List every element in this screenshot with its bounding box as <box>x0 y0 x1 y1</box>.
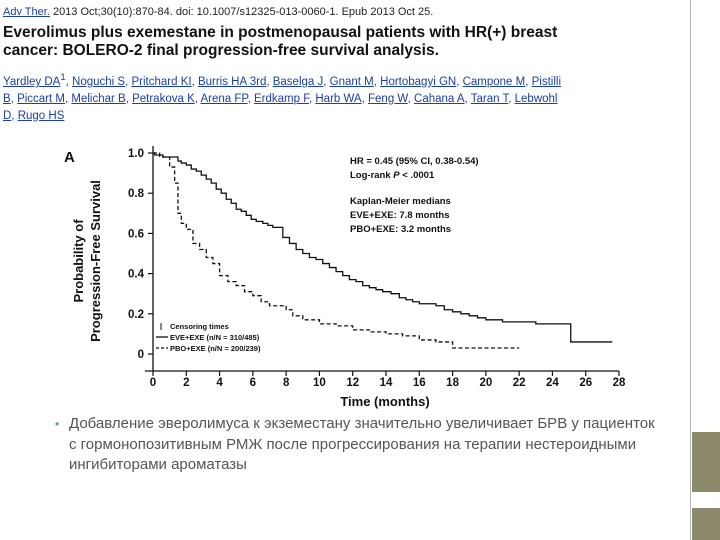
citation-block <box>0 0 568 122</box>
y-axis-label-line1: Probability of <box>71 219 86 303</box>
x-tick-label: 6 <box>249 377 257 389</box>
journal-link[interactable]: Adv Ther. <box>3 6 50 18</box>
author-link[interactable]: Campone M <box>462 75 526 88</box>
slide-accent-strip <box>692 508 720 540</box>
x-tick-label: 20 <box>479 377 493 389</box>
slide-accent-block <box>692 432 720 492</box>
y-tick-label: 0.4 <box>128 268 144 281</box>
y-tick-label: 0.2 <box>128 308 144 321</box>
bullet-point <box>55 414 655 476</box>
bullet-text: Добавление эверолимуса к экземестану значительно увеличивает БРВ у пациенток с гормонопозитивным РМЖ после прогрессирования на терапии нестероидными ингибиторами ароматазы <box>69 415 655 473</box>
author-link[interactable]: Petrakova K <box>132 92 195 105</box>
x-tick-label: 16 <box>412 377 426 389</box>
x-tick-label: 0 <box>149 377 157 389</box>
author-link[interactable]: Gnant M <box>329 75 374 88</box>
author-list: Yardley $DA^1$, Noguchi S, Pritchard KI, Burris HA 3rd, Baselga J, Gnant M, Hortobagyi GN, Campone M, Pistilli B, Piccart M, Melichar B, Petrakova K, Arena FP, Erdkamp F, Harb WA, Feng W, Cahana A, Taran T, Lebwohl D, Rugo HS <box>3 72 562 122</box>
x-tick-label: 4 <box>216 377 223 389</box>
author-link[interactable]: Lebwohl D <box>3 92 558 122</box>
author-link[interactable]: Piccart M <box>17 92 65 105</box>
author-affiliation-sup: 1 <box>60 72 66 83</box>
article-title: Everolimus plus exemestane in postmenopausal patients with HR(+) breast cancer: BOLERO-2 final progression-free survival analysis. <box>3 24 558 59</box>
x-tick-label: 8 <box>282 377 290 389</box>
journal-line <box>3 6 433 18</box>
x-tick-label: 26 <box>579 377 593 389</box>
author-link[interactable]: Harb WA <box>315 92 362 105</box>
km-medians-title: Kaplan-Meier medians <box>350 196 451 207</box>
author-link[interactable]: Feng W <box>368 92 408 105</box>
hazard-ratio-text: HR = 0.45 (95% CI, 0.38-0.54) <box>350 156 479 167</box>
author-link[interactable]: Cahana A <box>414 92 465 105</box>
author-link[interactable]: Baselga J <box>272 75 324 88</box>
legend-pbo-label: PBO+EXE (n/N = 200/239) <box>170 344 261 353</box>
journal-details: 2013 Oct;30(10):870-84. doi: 10.1007/s12325-013-0060-1. Epub 2013 Oct 25. <box>49 6 434 18</box>
x-tick-label: 28 <box>612 377 626 389</box>
km-chart <box>60 124 636 410</box>
x-axis-label: Time (months) <box>340 394 430 409</box>
author-link[interactable]: Burris HA 3rd <box>197 75 267 88</box>
author-link[interactable]: Taran T <box>470 92 509 105</box>
author-link[interactable]: Noguchi S <box>72 75 126 88</box>
x-tick-label: 24 <box>546 377 559 389</box>
author-link[interactable]: Rugo HS <box>17 109 65 122</box>
y-tick-label: 0.8 <box>128 188 144 201</box>
author-link[interactable]: Melichar B <box>71 92 126 105</box>
author-link[interactable]: Arena FP <box>200 92 248 105</box>
curve-eve-exe <box>153 153 612 342</box>
x-tick-label: 10 <box>313 377 326 389</box>
y-axis-label-line2: Progression-Free Survival <box>88 180 103 342</box>
km-median-pbo: PBO+EXE: 3.2 months <box>350 224 452 235</box>
author-link[interactable]: Hortobagyi GN <box>380 75 457 88</box>
km-median-eve: EVE+EXE: 7.8 months <box>350 210 450 221</box>
x-tick-label: 18 <box>446 377 459 389</box>
bullet-dot-icon: • <box>55 417 60 431</box>
curve-pbo-exe <box>153 153 519 348</box>
legend-censoring-label: Censoring times <box>170 322 229 331</box>
author-link[interactable]: Pritchard KI <box>131 75 192 88</box>
chart-panel <box>60 124 636 410</box>
y-tick-label: 0 <box>137 349 144 361</box>
logrank-text: Log-rank P < .0001 <box>350 170 435 181</box>
y-tick-label: 0.6 <box>128 228 144 241</box>
x-tick-label: 14 <box>379 377 393 389</box>
author-link[interactable]: Pistilli B <box>3 75 562 105</box>
panel-label: A <box>64 149 75 166</box>
author-link[interactable]: Erdkamp F <box>254 92 309 105</box>
author-link[interactable]: Yardley DA <box>3 75 61 88</box>
chart-legend <box>156 322 261 353</box>
legend-eve-label: EVE+EXE (n/N = 310/485) <box>170 333 260 342</box>
x-tick-label: 2 <box>183 377 190 389</box>
x-tick-label: 12 <box>346 377 360 389</box>
slide-right-rule <box>690 0 691 540</box>
y-tick-label: 1.0 <box>128 148 144 160</box>
x-tick-label: 22 <box>512 377 526 389</box>
stats-annotation <box>350 156 479 235</box>
